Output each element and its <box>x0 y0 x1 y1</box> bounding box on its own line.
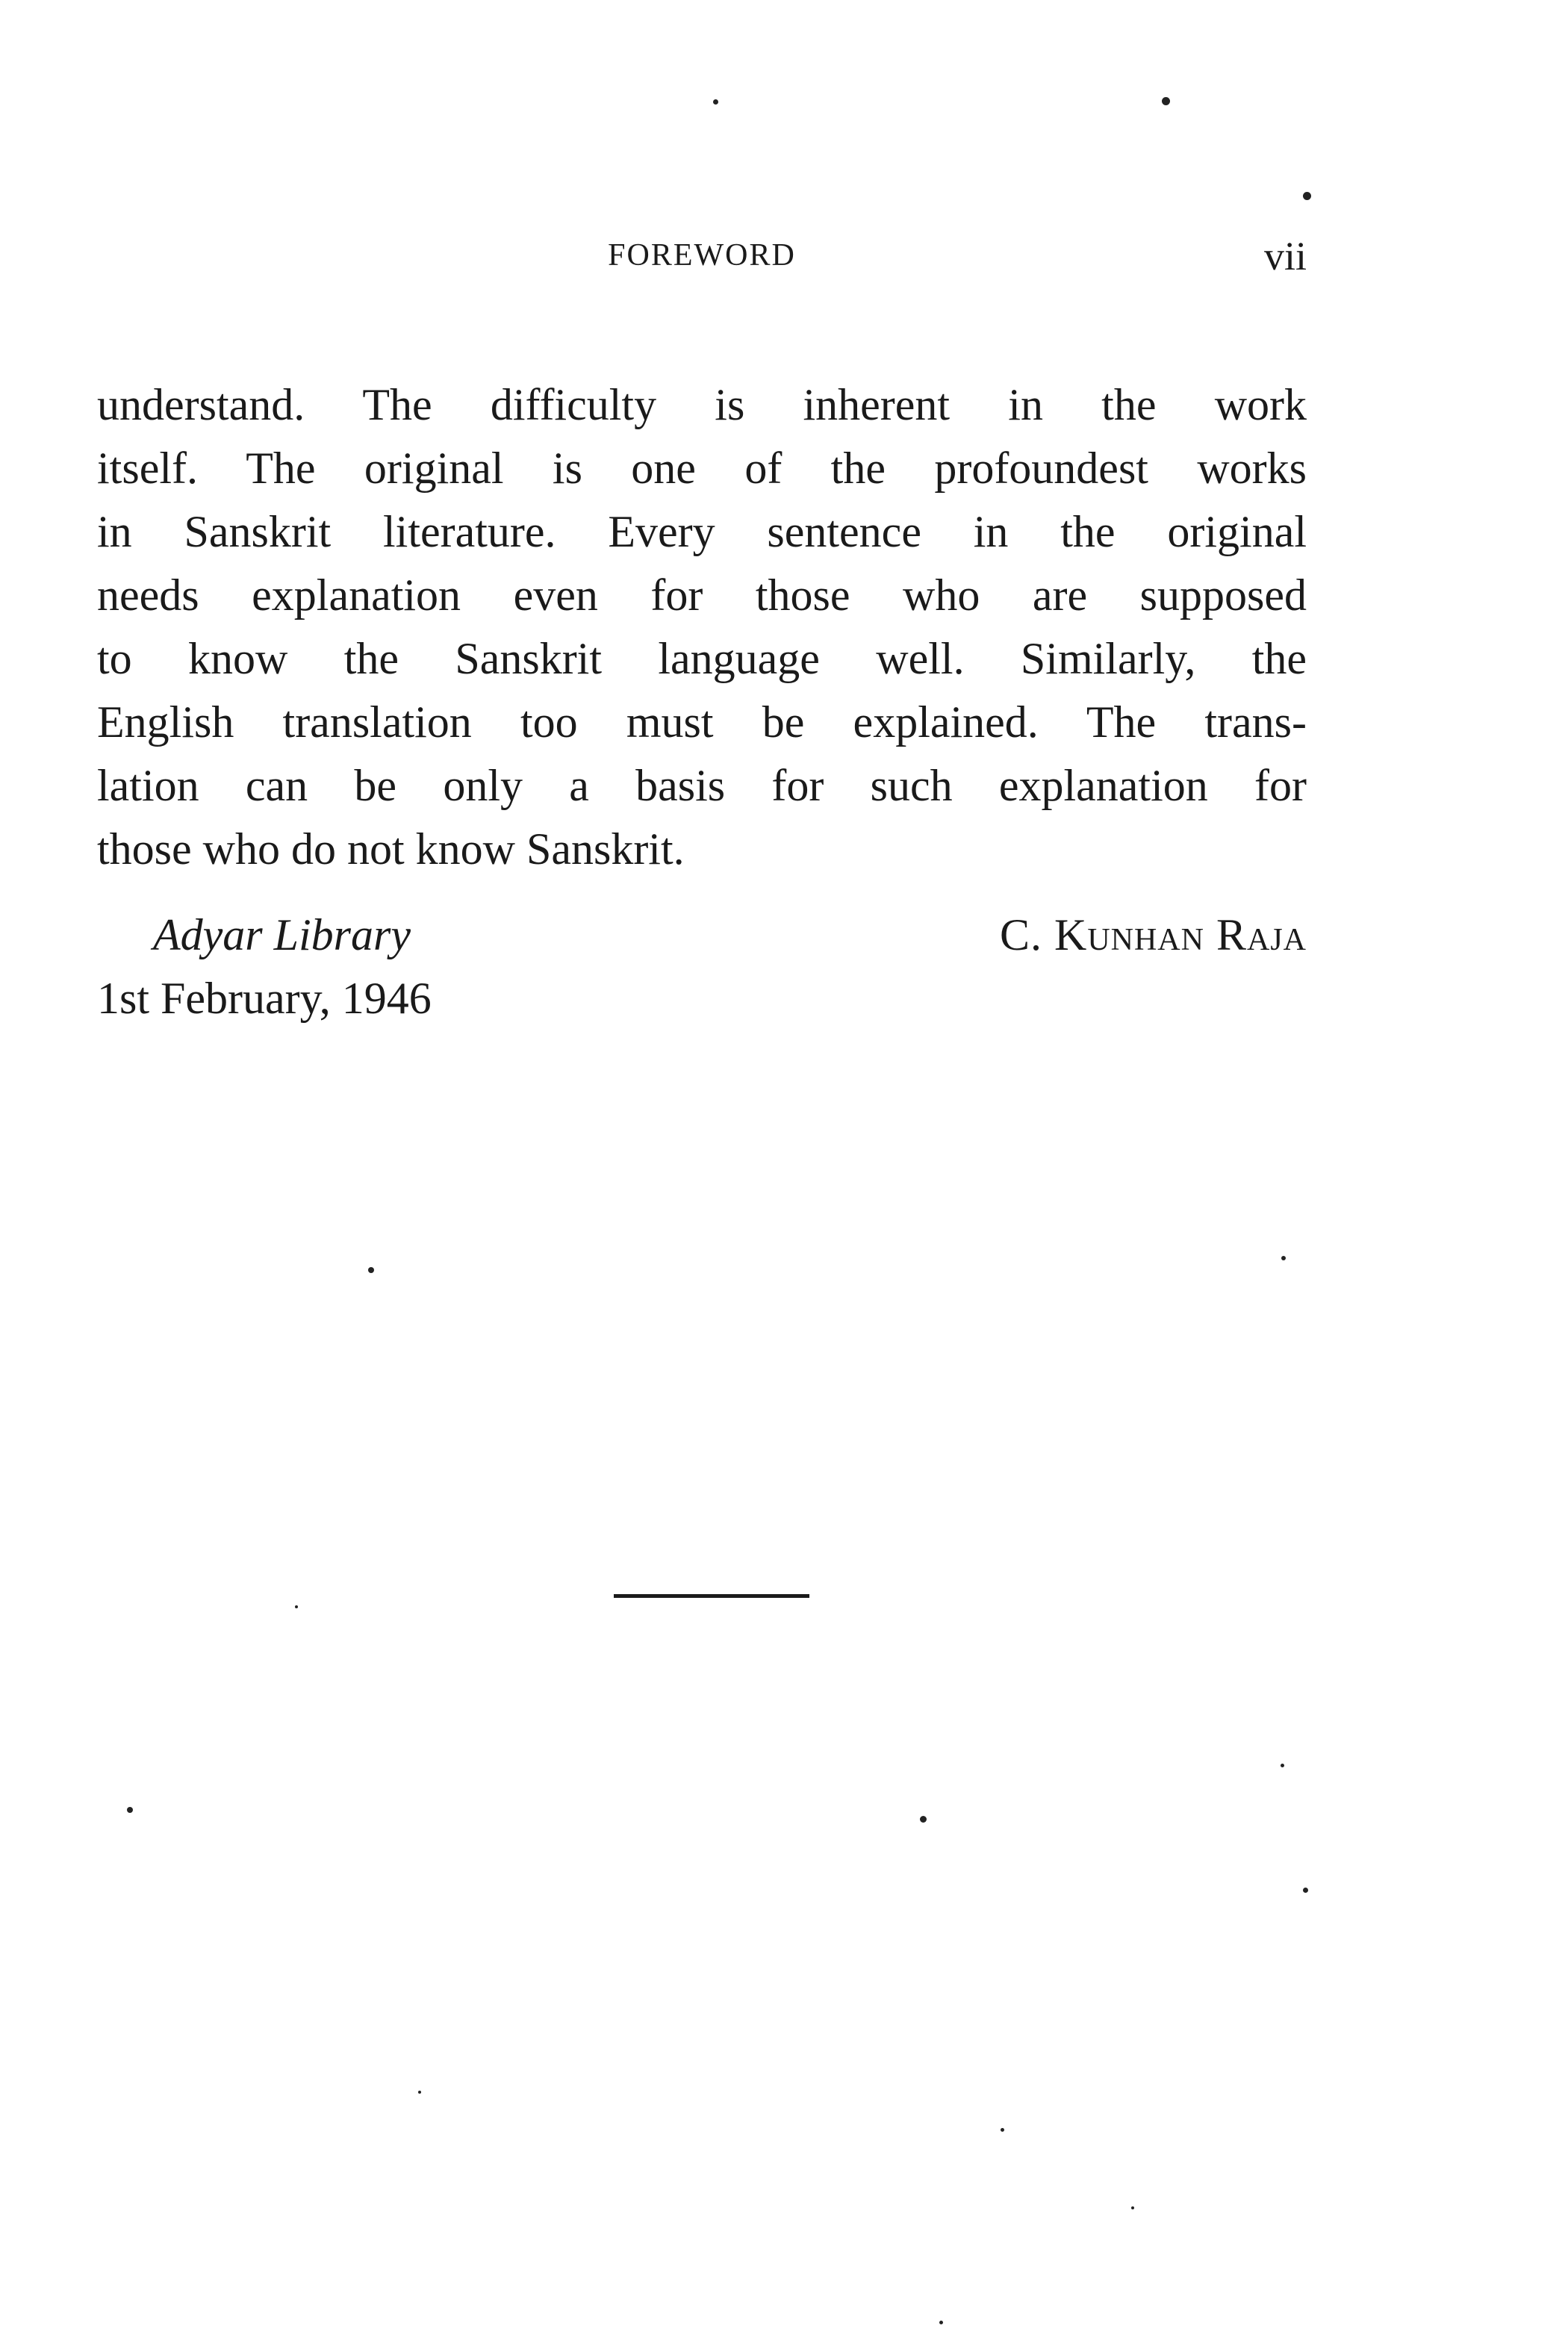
text-line: those who do not know Sanskrit. <box>97 824 685 874</box>
scan-speck <box>1131 2206 1134 2209</box>
text-line: itself. The original is one of the profoundest works <box>97 444 1307 493</box>
signoff-author: C. Kunhan Raja <box>999 910 1307 959</box>
foreword-paragraph <box>97 373 1307 881</box>
scan-speck <box>418 2091 421 2094</box>
scan-speck <box>920 1816 927 1823</box>
scan-speck <box>1303 192 1311 200</box>
scan-speck <box>939 2321 943 2324</box>
running-head <box>97 234 1307 282</box>
signoff-place: Adyar Library <box>153 910 411 959</box>
scan-speck <box>1281 1256 1286 1260</box>
scan-speck <box>1303 1888 1308 1893</box>
text-line: in Sanskrit literature. Every sentence in the original <box>97 507 1307 556</box>
scan-speck <box>1281 1764 1284 1767</box>
signoff-date: 1st February, 1946 <box>97 974 432 1023</box>
scan-speck <box>1001 2128 1004 2132</box>
scan-speck <box>368 1267 374 1273</box>
text-line: needs explanation even for those who are supposed <box>97 570 1307 620</box>
scan-speck <box>295 1605 298 1608</box>
scan-speck <box>127 1807 133 1813</box>
end-rule-divider <box>614 1594 809 1598</box>
scan-speck <box>1162 97 1170 105</box>
text-line: English translation too must be explained. The trans- <box>97 697 1307 747</box>
text-line: understand. The difficulty is inherent in the work <box>97 380 1307 429</box>
page-number: vii <box>1263 234 1307 279</box>
text-line: to know the Sanskrit language well. Similarly, the <box>97 634 1307 683</box>
signoff-block <box>97 903 1307 1053</box>
page-header-title: FOREWORD <box>608 238 796 273</box>
scan-speck <box>713 99 718 105</box>
text-line: lation can be only a basis for such explanation for <box>97 761 1307 810</box>
